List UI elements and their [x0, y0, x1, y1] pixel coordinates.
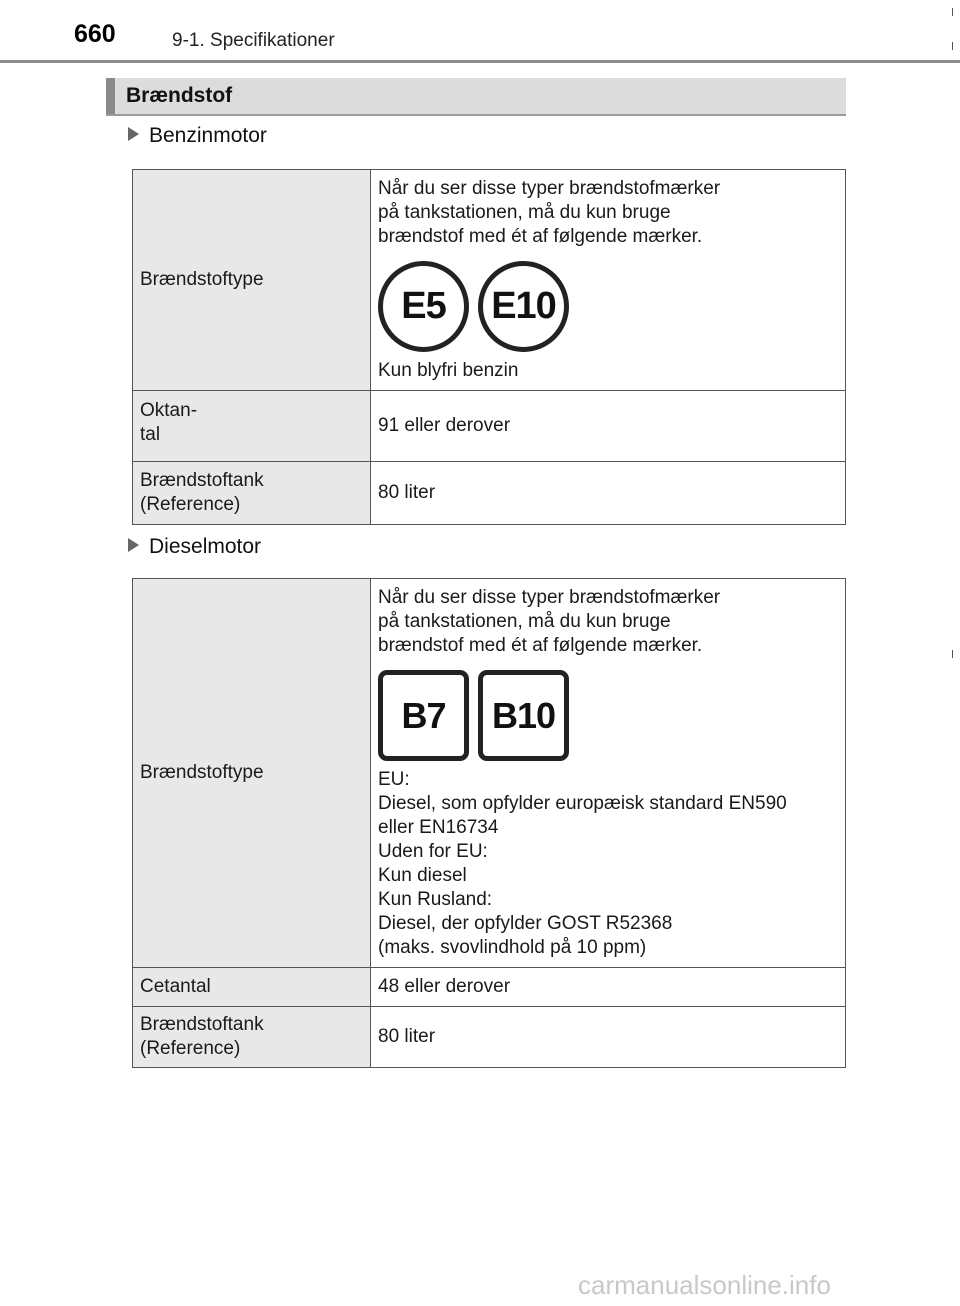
section-title: Brændstof: [126, 84, 233, 107]
section-banner: [106, 78, 846, 116]
fuel-type-note: Diesel, der opfylder GOST R52368: [378, 913, 673, 934]
table-row: [133, 1007, 846, 1068]
cetane-value: 48 eller derover: [371, 968, 846, 1007]
row-label: [133, 170, 371, 391]
header-rule: [0, 60, 960, 63]
b10-fuel-mark-icon: B10: [478, 670, 569, 761]
tank-label-line: Brændstoftank: [140, 1014, 264, 1035]
page-header: [0, 0, 960, 64]
table-row: [133, 170, 846, 391]
tank-label-line: (Reference): [140, 1038, 241, 1059]
fuel-type-label: Brændstoftype: [140, 762, 264, 783]
page-number: 660: [74, 20, 116, 48]
fuel-type-intro-line: brændstof med ét af følgende mærker.: [378, 226, 703, 247]
tank-label-line: Brændstoftank: [140, 470, 264, 491]
fuel-type-note: (maks. svovlindhold på 10 ppm): [378, 937, 647, 958]
margin-tick: [952, 8, 953, 16]
fuel-type-intro-line: på tankstationen, må du kun bruge: [378, 202, 671, 223]
tank-label-line: (Reference): [140, 494, 241, 515]
fuel-type-intro-line: Når du ser disse typer brændstofmærker: [378, 587, 721, 608]
fuel-marks: [378, 249, 838, 359]
octane-value: 91 eller derover: [371, 391, 846, 462]
fuel-type-note: Kun diesel: [378, 865, 467, 886]
octane-label-line: Oktan-: [140, 400, 198, 421]
fuel-type-note: Kun blyfri benzin: [378, 360, 519, 381]
fuel-type-note: Diesel, som opfylder europæisk standard EN590: [378, 793, 787, 814]
row-value: [371, 170, 846, 391]
fuel-marks: [378, 658, 838, 768]
b7-fuel-mark-icon: B7: [378, 670, 469, 761]
chapter-title: 9-1. Specifikationer: [172, 30, 335, 51]
table-row: [133, 391, 846, 462]
fuel-type-intro-line: på tankstationen, må du kun bruge: [378, 611, 671, 632]
margin-tick: [952, 650, 953, 658]
e10-fuel-mark-icon: E10: [478, 261, 569, 352]
fuel-type-note: Kun Rusland:: [378, 889, 493, 910]
triangle-bullet-icon: [128, 538, 139, 552]
table-row: [133, 462, 846, 525]
fuel-type-label: Brændstoftype: [140, 269, 264, 290]
row-value: [371, 579, 846, 968]
row-label: [133, 1007, 371, 1068]
subsection-heading: Dieselmotor: [149, 535, 262, 558]
row-label: [133, 462, 371, 525]
table-row: [133, 968, 846, 1007]
fuel-type-intro-line: brændstof med ét af følgende mærker.: [378, 635, 703, 656]
cetane-label: Cetantal: [133, 968, 371, 1007]
fuel-type-note: Uden for EU:: [378, 841, 488, 862]
subsection-diesel: [128, 535, 261, 559]
row-label: [133, 391, 371, 462]
diesel-spec-table: [132, 578, 846, 1068]
tank-value: 80 liter: [371, 1007, 846, 1068]
table-row: [133, 579, 846, 968]
margin-tick: [952, 42, 953, 50]
subsection-petrol: [128, 124, 267, 148]
fuel-type-note: EU:: [378, 769, 410, 790]
tank-value: 80 liter: [371, 462, 846, 525]
fuel-type-note: eller EN16734: [378, 817, 499, 838]
fuel-type-intro-line: Når du ser disse typer brændstofmærker: [378, 178, 721, 199]
watermark[interactable]: carmanualsonline.info: [578, 1270, 831, 1300]
row-label: [133, 579, 371, 968]
subsection-heading: Benzinmotor: [149, 124, 267, 147]
octane-label-line: tal: [140, 424, 161, 445]
triangle-bullet-icon: [128, 127, 139, 141]
petrol-spec-table: [132, 169, 846, 525]
e5-fuel-mark-icon: E5: [378, 261, 469, 352]
banner-accent-bar: [106, 78, 115, 114]
